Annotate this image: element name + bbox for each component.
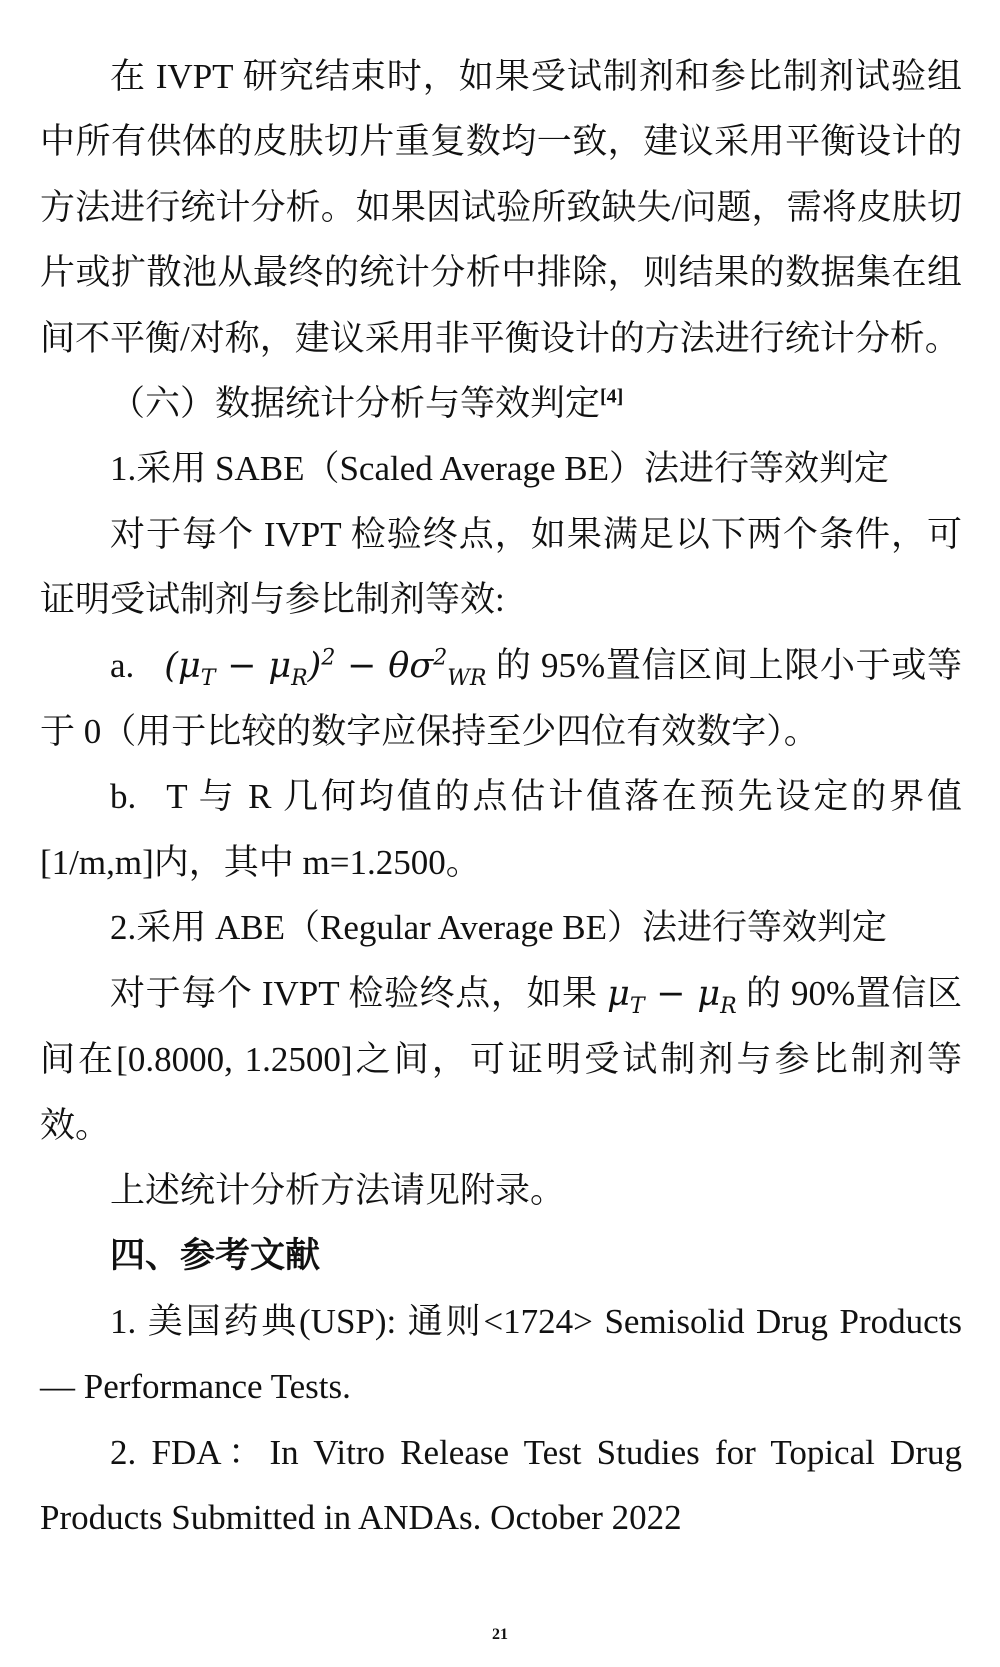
body-text [40,44,962,1550]
paragraph-statistical-design: 在 IVPT 研究结束时，如果受试制剂和参比制剂试验组中所有供体的皮肤切片重复数均一致，建议采用平衡设计的方法进行统计分析。如果因试验所致缺失/问题，需将皮肤切片或扩散池从最终的统计分析中排除，则结果的数据集在组间不平衡/对称，建议采用非平衡设计的方法进行统计分析。 [40,57,962,358]
formula-abe: $\mu_T - \mu_R$ [607,973,737,1019]
heading-references: 四、参考文献 [110,1236,321,1276]
heading-section-6-text: （六）数据统计分析与等效判定 [110,384,601,424]
paragraph-abe-post: 的 90%置信区间在[0.8000, 1.2500]之间，可证明受试制剂与参比制剂等效。 [40,973,963,1145]
page-number: 21 [492,1626,508,1643]
condition-a-text: 的 95%置信区间上限小于或等于 0（用于比较的数字应保持至少四位有效数字）。 [40,645,962,752]
condition-b-text: T 与 R 几何均值的点估计值落在预先设定的界值[1/m,m]内，其中 m=1.2500。 [40,777,962,882]
heading-section-6 [40,371,962,436]
reference-1: 1. 美国药典(USP): 通则<1724> Semisolid Drug Products — Performance Tests. [40,1301,962,1407]
condition-a [40,633,962,765]
condition-b-label: b. [110,777,137,817]
condition-b [40,764,962,895]
paragraph-appendix-note: 上述统计分析方法请见附录。 [110,1170,566,1210]
heading-sabe: 1.采用 SABE（Scaled Average BE）法进行等效判定 [110,449,889,489]
paragraph-abe-pre: 对于每个 IVPT 检验终点，如果 [110,973,598,1013]
paragraph-sabe-conditions: 对于每个 IVPT 检验终点，如果满足以下两个条件，可证明受试制剂与参比制剂等效: [40,514,962,620]
reference-2: 2. FDA：In Vitro Release Test Studies for Topical Drug Products Submitted in ANDAs. October 2022 [40,1432,962,1537]
citation-ref: [4] [600,385,624,408]
paragraph-abe [40,961,962,1158]
formula-sabe: $(\mu_T - \mu_R)^2 - \theta\sigma^2_{WR}$ [164,645,487,691]
condition-a-label: a. [110,645,135,685]
heading-abe: 2.采用 ABE（Regular Average BE）法进行等效判定 [110,908,888,948]
